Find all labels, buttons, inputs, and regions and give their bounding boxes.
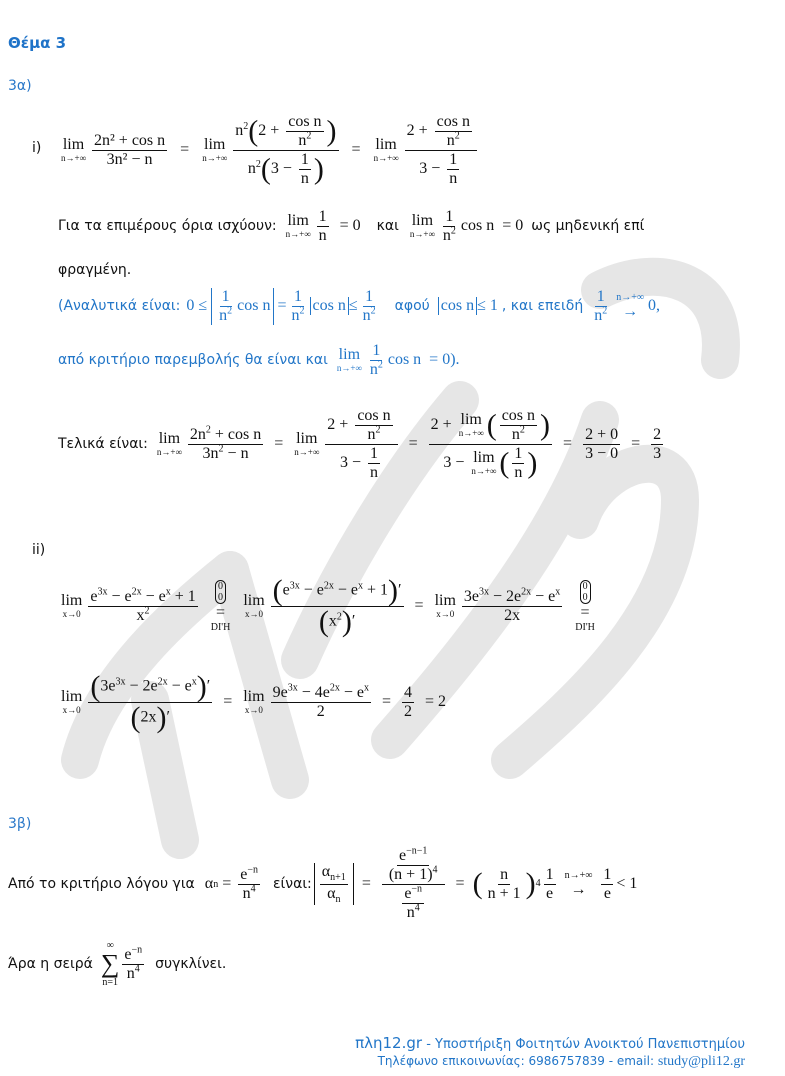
item-ii-label: ii) <box>32 542 46 558</box>
frac-num: 2n² + cos n <box>94 131 166 149</box>
squeeze-text: από κριτήριο παρεμβολής θα είναι και <box>58 352 328 368</box>
frac-den: 3n² − n <box>106 150 153 168</box>
bounded-word: φραγμένη. <box>58 262 132 278</box>
ratio-line: Από το κριτήριο λόγου για α n = $\frac{e^{-n}}{n^4}$ είναι: $\frac{\alpha_{n+1}}{\alpha_n}$ = $\frac{\frac{e^{-n-1}}{(n + 1)^4}}{\frac{e^{-n}}{n^4}}$ = ( $\frac{n}{n + 1}$ ) 4 $\frac{1}{e}$ n→+∞ → $\frac{1}{e}$ < 1 <box>8 845 638 921</box>
item-i-label: i) <box>32 140 42 156</box>
is-text: είναι: <box>272 876 312 892</box>
footer-tagline: - Υποστήριξη Φοιτητών Ανοικτού Πανεπιστημίου <box>422 1037 745 1052</box>
conclusion-line: Άρα η σειρά ∞ ∑ n=1 $\frac{e^{-n}}{n^4}$ συγκλίνει. <box>8 940 227 988</box>
lim-sub: n→+∞ <box>61 153 86 163</box>
footer-phone: 6986757839 <box>528 1054 605 1068</box>
footer-email[interactable]: study@pli12.gr <box>657 1054 745 1069</box>
footer-line2 <box>378 1054 745 1070</box>
detail-line: (Αναλυτικά είναι: 0 ≤ $\frac{1}{n^2}$ cos n = $\frac{1}{n^2}$ cos n ≤ $\frac{1}{n^2}$ αφού cos n ≤ 1 , και επειδή $\frac{1}{n^2}$ n→+∞ → 0, <box>58 287 660 324</box>
lim-sub-x: x→0 <box>62 609 81 619</box>
therefore-text: Άρα η σειρά <box>8 956 93 972</box>
partial-limits-line: Για τα επιμέρους όρια ισχύουν: lim n→+∞ $\frac{1}{n}$ = 0 και lim n→+∞ $\frac{1}{n^2}$ cos n = 0 ως μηδενική επί <box>58 207 645 244</box>
part-b-label: 3β) <box>8 816 32 832</box>
eq-ii-line1: lim x→0 $\frac{e^{3x} - e^{2x} - e^x + 1}{x^2}$ 0 0 = DI'H lim x→0 $\frac{(e^{3x} - e^{2x} - e^x + 1)'}{(x^2)'}$ = lim x→0 $\frac{3e^{3x} - 2e^{2x} - e^x}{2x}$ 0 0 = DI'H <box>61 573 595 638</box>
finally-text: Τελικά είναι: <box>58 436 148 452</box>
section-heading: Θέμα 3 <box>8 34 67 52</box>
eq-ii-line2: lim x→0 $\frac{(3e^{3x} - 2e^{2x} - e^x)'}{(2x)'}$ = lim x→0 $\frac{9e^{3x} - 4e^{2x} - e^x}{2}$ = $\frac{4}{2}$ = 2 <box>61 669 446 734</box>
footer-phone-label: Τηλέφωνο επικοινωνίας: <box>377 1054 525 1068</box>
dlh-label: DI'H <box>210 621 231 633</box>
part-a-label: 3α) <box>8 78 32 94</box>
and-since: , και επειδή <box>501 298 584 314</box>
squeeze-line: από κριτήριο παρεμβολής θα είναι και lim n→+∞ $\frac{1}{n^2}$ cos n = 0). <box>58 341 460 378</box>
since-word: αφού <box>394 298 430 314</box>
partial-text: Για τα επιμέρους όρια ισχύουν: <box>58 218 277 234</box>
footer-site[interactable]: πλη12.gr <box>355 1034 423 1052</box>
footer-line1 <box>355 1034 745 1052</box>
detail-open: (Αναλυτικά είναι: <box>58 298 181 314</box>
ratio-text: Από το κριτήριο λόγου για <box>8 876 195 892</box>
and-word: και <box>376 218 399 234</box>
as-text: ως μηδενική επί <box>531 218 645 234</box>
lim-word: lim <box>62 136 85 153</box>
converges-text: συγκλίνει. <box>155 956 227 972</box>
watermark-logo <box>40 140 760 900</box>
final-line: Τελικά είναι: lim n→+∞ $\frac{2n^2 + \cos n}{3n^2 - n}$ = lim n→+∞ 2 + $\frac{\text{cos n}}{n^2}$ 3 − $\frac{1}{n}$ = 2 + lim n→+∞ ( $\frac{\text{cos n}}{n^2}$ ) 3 − lim n→+∞ ( $\frac{1}{n}$ ) = $\frac{2 + 0}{3 - 0}$ = $\frac{2}{3}$ <box>58 406 662 481</box>
eq-i-line1: lim n→+∞ $\frac{\text{2n² + cos n}}{\text{3n² − n}}$ = lim n→+∞ $n^2(2$ + $\frac{\text{cos n}}{n^2}$ ) $n^2(3$ − $\frac{1}{n}$ ) = lim n→+∞ 2 + $\frac{\text{cos n}}{n^2}$ 3 − $\frac{1}{n}$ <box>58 100 480 200</box>
footer-email-label: - email: <box>604 1054 654 1068</box>
